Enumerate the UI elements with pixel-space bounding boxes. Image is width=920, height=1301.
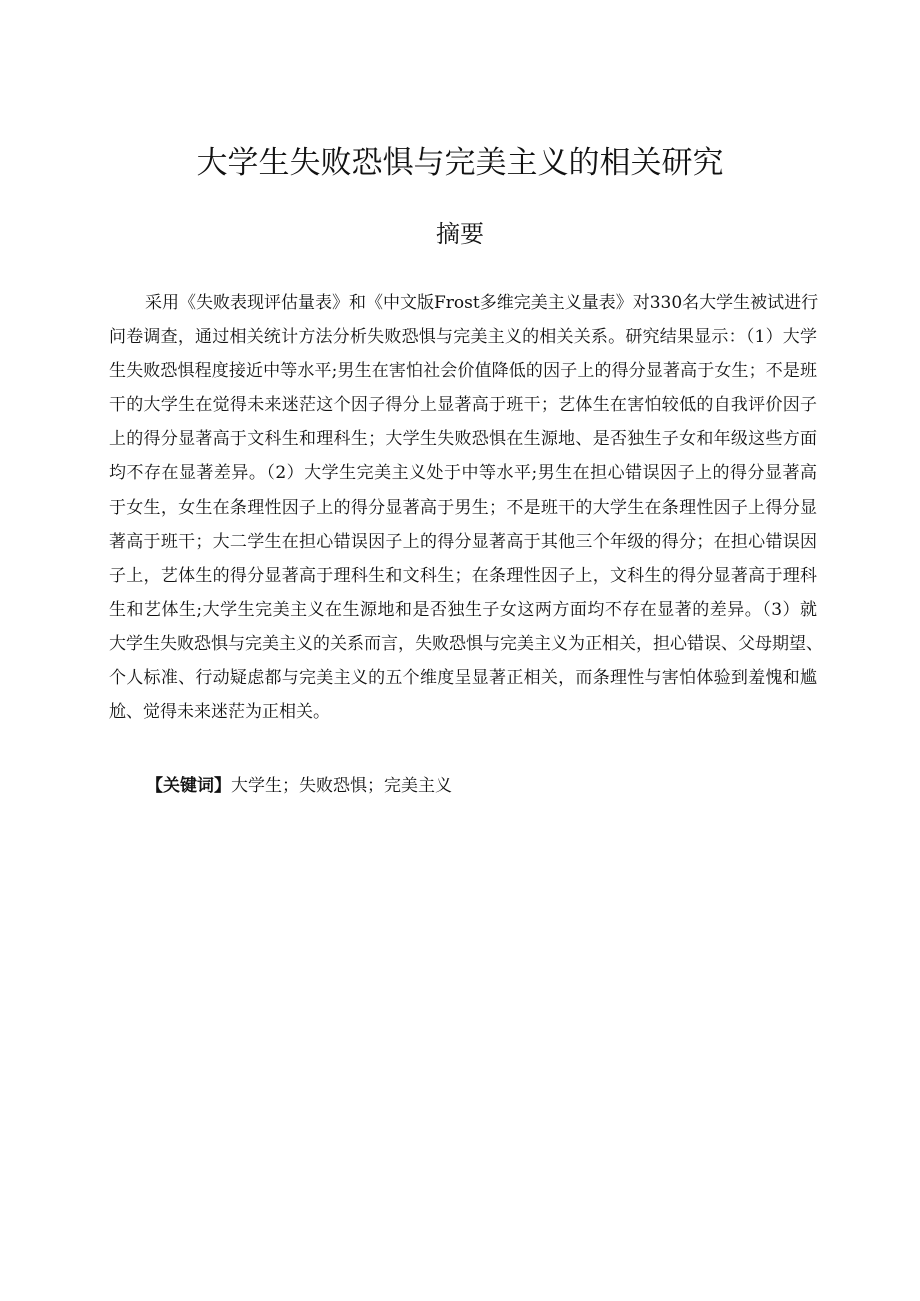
keywords-label: 【关键词】 [146, 776, 231, 796]
abstract-line: 著高于班干；大二学生在担心错误因子上的得分显著高于其他三个年级的得分；在担心错误因 [109, 531, 817, 552]
abstract-line: 采用《失败表现评估量表》和《中文版Frost多维完美主义量表》对330名大学生被试进行 [145, 293, 819, 313]
abstract-line: 生失败恐惧程度接近中等水平;男生在害怕社会价值降低的因子上的得分显著高于女生；不是班 [109, 361, 817, 382]
abstract-line: 干的大学生在觉得未来迷茫这个因子得分上显著高于班干；艺体生在害怕较低的自我评价因子 [109, 395, 817, 416]
abstract-line: 问卷调查，通过相关统计方法分析失败恐惧与完美主义的相关关系。研究结果显示：（1）大学 [109, 327, 817, 348]
abstract-line: 子上，艺体生的得分显著高于理科生和文科生；在条理性因子上，文科生的得分显著高于理科 [109, 565, 817, 586]
abstract-line: 个人标准、行动疑虑都与完美主义的五个维度呈显著正相关，而条理性与害怕体验到羞愧和尴 [109, 668, 817, 689]
abstract-line: 生和艺体生;大学生完美主义在生源地和是否独生子女这两方面均不存在显著的差异。（3）就 [109, 599, 817, 620]
abstract-line: 于女生，女生在条理性因子上的得分显著高于男生；不是班干的大学生在条理性因子上得分显 [109, 497, 817, 518]
keywords [146, 771, 452, 801]
abstract-line: 尬、觉得未来迷茫为正相关。 [109, 702, 330, 723]
abstract-heading: 摘要 [436, 220, 484, 248]
abstract-body [109, 286, 823, 729]
abstract-line: 上的得分显著高于文科生和理科生；大学生失败恐惧在生源地、是否独生子女和年级这些方面 [109, 429, 817, 450]
abstract-line: 均不存在显著差异。（2）大学生完美主义处于中等水平;男生在担心错误因子上的得分显著高 [109, 463, 817, 484]
keywords-text: 大学生；失败恐惧；完美主义 [231, 776, 452, 796]
abstract-line: 大学生失败恐惧与完美主义的关系而言，失败恐惧与完美主义为正相关，担心错误、父母期望、 [109, 633, 823, 654]
document-title: 大学生失败恐惧与完美主义的相关研究 [196, 145, 724, 181]
